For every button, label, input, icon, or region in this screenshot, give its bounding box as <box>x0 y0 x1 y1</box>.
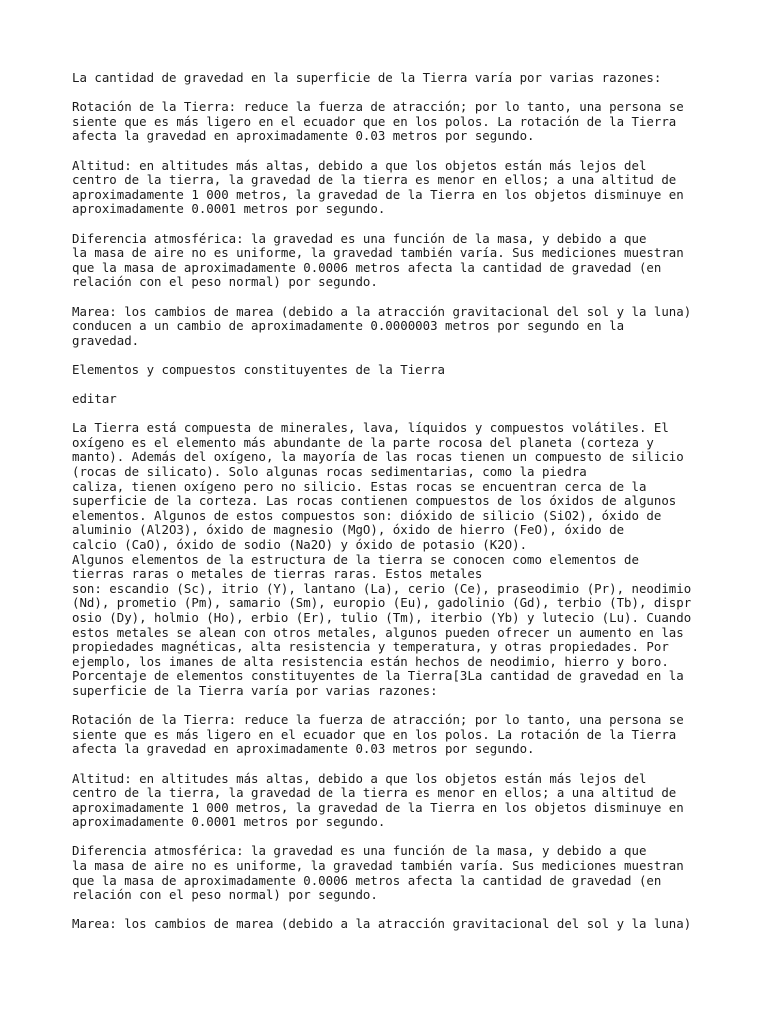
text-line: estos metales se alean con otros metales, algunos pueden ofrecer un aumento en las <box>72 624 684 640</box>
text-line: Algunos elementos de la estructura de la tierra se conocen como elementos de <box>72 551 639 567</box>
text-line: gravedad. <box>72 332 140 348</box>
text-line: conducen a un cambio de aproximadamente 0.0000003 metros por segundo en la <box>72 318 625 334</box>
text-line: relación con el peso normal) por segundo. <box>72 274 378 290</box>
text-line: caliza, tienen oxígeno pero no silicio. Estas rocas se encuentran cerca de la <box>72 478 647 494</box>
text-line <box>72 290 712 305</box>
text-line: elementos. Algunos de estos compuestos son: dióxido de silicio (SiO2), óxido de <box>72 507 662 523</box>
text-line <box>72 407 712 422</box>
text-line: manto). Además del oxígeno, la mayoría de las rocas tienen un compuesto de silicio <box>72 449 684 465</box>
text-line: propiedades magnéticas, alta resistencia y temperatura, y otras propiedades. Por <box>72 639 669 655</box>
text-line: (rocas de silicato). Solo algunas rocas sedimentarias, como la piedra <box>72 464 587 480</box>
text-line: que la masa de aproximadamente 0.0006 metros afecta la cantidad de gravedad (en <box>72 259 662 275</box>
text-line: aproximadamente 0.0001 metros por segundo. <box>72 201 386 217</box>
text-line <box>72 86 712 101</box>
text-line <box>72 903 712 918</box>
text-line: siente que es más ligero en el ecuador que en los polos. La rotación de la Tierra <box>72 113 677 129</box>
text-line <box>72 144 712 159</box>
text-line: Rotación de la Tierra: reduce la fuerza de atracción; por lo tanto, una persona se <box>72 712 684 728</box>
text-line: Marea: los cambios de marea (debido a la atracción gravitacional del sol y la luna) <box>72 303 692 319</box>
text-line: Marea: los cambios de marea (debido a la atracción gravitacional del sol y la luna) <box>72 916 692 932</box>
text-line: editar <box>72 391 117 407</box>
text-line: superficie de la Tierra varía por varias razones: <box>72 682 438 698</box>
text-line: calcio (CaO), óxido de sodio (Na2O) y óxido de potasio (K2O). <box>72 537 528 552</box>
text-line: relación con el peso normal) por segundo. <box>72 887 378 903</box>
text-line: osio (Dy), holmio (Ho), erbio (Er), tulio (Tm), iterbio (Yb) y lutecio (Lu). Cuando <box>72 609 692 625</box>
text-line: superficie de la corteza. Las rocas contienen compuestos de los óxidos de algunos <box>72 493 677 509</box>
text-line: la masa de aire no es uniforme, la gravedad también varía. Sus mediciones muestran <box>72 858 684 874</box>
text-line <box>72 757 712 772</box>
document-page <box>72 71 712 932</box>
text-line: ejemplo, los imanes de alta resistencia están hechos de neodimio, hierro y boro. <box>72 653 669 669</box>
text-line <box>72 830 712 845</box>
text-line <box>72 377 712 392</box>
text-line: Diferencia atmosférica: la gravedad es una función de la masa, y debido a que <box>72 230 647 246</box>
text-line: Altitud: en altitudes más altas, debido a que los objetos están más lejos del <box>72 770 647 786</box>
text-line: Altitud: en altitudes más altas, debido a que los objetos están más lejos del <box>72 157 647 173</box>
text-line: aproximadamente 1 000 metros, la gravedad de la Tierra en los objetos disminuye en <box>72 186 684 202</box>
text-line: La cantidad de gravedad en la superficie de la Tierra varía por varias razones: <box>72 70 662 85</box>
text-line: la masa de aire no es uniforme, la gravedad también varía. Sus mediciones muestran <box>72 245 684 261</box>
text-line: oxígeno es el elemento más abundante de la parte rocosa del planeta (corteza y <box>72 434 654 450</box>
text-line: que la masa de aproximadamente 0.0006 metros afecta la cantidad de gravedad (en <box>72 872 662 888</box>
text-line: (Nd), prometio (Pm), samario (Sm), europio (Eu), gadolinio (Gd), terbio (Tb), dispr <box>72 595 692 611</box>
text-line: siente que es más ligero en el ecuador que en los polos. La rotación de la Tierra <box>72 726 677 742</box>
text-line: Elementos y compuestos constituyentes de la Tierra <box>72 361 445 377</box>
text-line: tierras raras o metales de tierras raras. Estos metales <box>72 566 483 582</box>
text-line <box>72 217 712 232</box>
text-line: afecta la gravedad en aproximadamente 0.03 metros por segundo. <box>72 128 535 144</box>
text-line: Rotación de la Tierra: reduce la fuerza de atracción; por lo tanto, una persona se <box>72 99 684 115</box>
text-line: aproximadamente 1 000 metros, la gravedad de la Tierra en los objetos disminuye en <box>72 799 684 815</box>
text-line: centro de la tierra, la gravedad de la tierra es menor en ellos; a una altitud de <box>72 785 677 801</box>
document-text <box>72 71 712 932</box>
text-line: son: escandio (Sc), itrio (Y), lantano (La), cerio (Ce), praseodimio (Pr), neodimio <box>72 580 692 596</box>
text-line: La Tierra está compuesta de minerales, lava, líquidos y compuestos volátiles. El <box>72 420 669 436</box>
text-line: centro de la tierra, la gravedad de la tierra es menor en ellos; a una altitud de <box>72 172 677 188</box>
text-line: aproximadamente 0.0001 metros por segundo. <box>72 814 386 830</box>
text-line <box>72 348 712 363</box>
text-line: afecta la gravedad en aproximadamente 0.03 metros por segundo. <box>72 741 535 757</box>
text-line: aluminio (Al2O3), óxido de magnesio (MgO), óxido de hierro (FeO), óxido de <box>72 522 625 538</box>
text-line: Diferencia atmosférica: la gravedad es una función de la masa, y debido a que <box>72 843 647 859</box>
text-line: Porcentaje de elementos constituyentes de la Tierra[3La cantidad de gravedad en la <box>72 668 684 684</box>
text-line <box>72 699 712 714</box>
